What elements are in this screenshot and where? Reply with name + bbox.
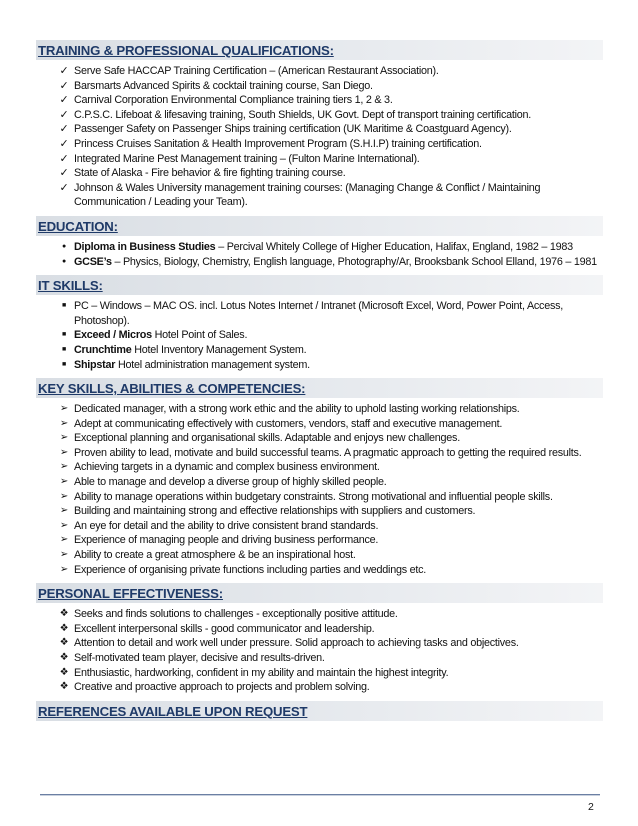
arrow-bullet-icon — [58, 563, 70, 578]
square-bullet-icon — [58, 328, 70, 344]
diamond-bullet-icon — [58, 622, 70, 637]
training-heading: TRAINING & PROFESSIONAL QUALIFICATIONS: — [36, 40, 603, 60]
training-section — [36, 40, 603, 210]
list-item — [36, 475, 603, 490]
list-item — [36, 93, 603, 108]
education-list — [36, 240, 603, 269]
list-item — [36, 622, 603, 637]
personal-section — [36, 583, 603, 695]
list-item — [36, 651, 603, 666]
list-item-text: Creative and proactive approach to projects and problem solving. — [74, 681, 370, 694]
list-item — [36, 431, 603, 446]
checkmark-icon — [58, 166, 70, 182]
list-item-text: Experience of organising private functions including parties and weddings etc. — [74, 563, 427, 576]
list-item — [36, 328, 603, 343]
list-item-text: State of Alaska - Fire behavior & fire fighting training course. — [74, 167, 346, 180]
personal-heading: PERSONAL EFFECTIVENESS: — [36, 583, 603, 603]
arrow-bullet-icon — [58, 504, 70, 519]
arrow-bullet-icon — [58, 519, 70, 534]
training-list — [36, 64, 603, 210]
list-item — [36, 607, 603, 622]
square-bullet-icon — [58, 299, 70, 315]
list-item-text: Building and maintaining strong and effective relationships with suppliers and customers. — [74, 505, 476, 518]
list-item-text: Enthusiastic, hardworking, confident in my ability and maintain the highest integrity. — [74, 666, 449, 679]
diamond-bullet-icon — [58, 666, 70, 681]
list-item — [36, 122, 603, 137]
list-item-text: Ability to manage operations within budgetary constraints. Strong motivational and influential people skills. — [74, 490, 553, 503]
arrow-bullet-icon — [58, 417, 70, 432]
list-item — [36, 548, 603, 563]
it-skills-list — [36, 299, 603, 372]
list-item — [36, 417, 603, 432]
key-skills-list — [36, 402, 603, 577]
checkmark-icon — [58, 137, 70, 153]
diamond-bullet-icon — [58, 636, 70, 651]
resume-page — [36, 40, 603, 727]
list-item-text: Exceptional planning and organisational skills. Adaptable and enjoys new challenges. — [74, 432, 460, 445]
list-item — [36, 108, 603, 123]
list-item-text: Able to manage and develop a diverse group of highly skilled people. — [74, 476, 387, 489]
list-item — [36, 255, 603, 270]
list-item — [36, 79, 603, 94]
list-item — [36, 533, 603, 548]
list-item-text: Hotel administration management system. — [115, 358, 310, 371]
list-item — [36, 137, 603, 152]
diamond-bullet-icon — [58, 607, 70, 622]
list-item — [36, 181, 603, 210]
education-section — [36, 216, 603, 269]
list-item-text: – Percival Whitely College of Higher Education, Halifax, England, 1982 – 1983 — [215, 240, 573, 253]
arrow-bullet-icon — [58, 446, 70, 461]
list-item — [36, 358, 603, 373]
list-item — [36, 460, 603, 475]
checkmark-icon — [58, 108, 70, 124]
list-item-bold: Diploma in Business Studies — [74, 240, 216, 253]
checkmark-icon — [58, 93, 70, 109]
list-item — [36, 343, 603, 358]
diamond-bullet-icon — [58, 651, 70, 666]
education-heading: EDUCATION: — [36, 216, 603, 236]
checkmark-icon — [58, 64, 70, 80]
list-item — [36, 490, 603, 505]
list-item-text: Princess Cruises Sanitation & Health Improvement Program (S.H.I.P) training certification. — [74, 137, 482, 150]
checkmark-icon — [58, 152, 70, 168]
list-item-text: Achieving targets in a dynamic and complex business environment. — [74, 461, 380, 474]
checkmark-icon — [58, 181, 70, 197]
arrow-bullet-icon — [58, 490, 70, 505]
list-item-text: An eye for detail and the ability to drive consistent brand standards. — [74, 519, 379, 532]
list-item — [36, 64, 603, 79]
list-item — [36, 402, 603, 417]
it-skills-heading: IT SKILLS: — [36, 275, 603, 295]
list-item — [36, 152, 603, 167]
list-item-bold: Crunchtime — [74, 343, 132, 356]
list-item-text: Adept at communicating effectively with customers, vendors, staff and executive management. — [74, 417, 503, 430]
list-item — [36, 504, 603, 519]
list-item-text: Attention to detail and work well under pressure. Solid approach to achieving tasks and objectives. — [74, 637, 519, 650]
footer-rule — [40, 794, 600, 795]
square-bullet-icon — [58, 343, 70, 359]
list-item-text: PC – Windows – MAC OS. incl. Lotus Notes Internet / Intranet (Microsoft Excel, Word, Power Point, Access, Photoshop). — [74, 300, 563, 327]
list-item — [36, 446, 603, 461]
list-item-text: Johnson & Wales University management training courses: (Managing Change & Conflict / Maintaining Communication / Leading your Team). — [74, 181, 541, 209]
references-section — [36, 701, 603, 721]
list-item-text: Carnival Corporation Environmental Compliance training tiers 1, 2 & 3. — [74, 94, 393, 107]
list-item-text: Proven ability to lead, motivate and build successful teams. A pragmatic approach to getting the required results. — [74, 446, 582, 459]
list-item-text: Serve Safe HACCAP Training Certification – (American Restaurant Association). — [74, 65, 439, 77]
list-item — [36, 563, 603, 578]
list-item-bold: GCSE’s — [74, 255, 112, 268]
key-skills-section — [36, 378, 603, 577]
key-skills-heading: KEY SKILLS, ABILITIES & COMPETENCIES: — [36, 378, 603, 398]
list-item — [36, 636, 603, 651]
checkmark-icon — [58, 79, 70, 95]
list-item-text: Hotel Inventory Management System. — [131, 343, 307, 356]
arrow-bullet-icon — [58, 460, 70, 475]
list-item-text: Seeks and finds solutions to challenges - exceptionally positive attitude. — [74, 608, 398, 621]
bullet-icon — [58, 255, 70, 271]
arrow-bullet-icon — [58, 533, 70, 548]
list-item-text: Self-motivated team player, decisive and results-driven. — [74, 652, 325, 664]
page-number: 2 — [588, 801, 594, 813]
bullet-icon — [58, 240, 70, 256]
it-skills-section — [36, 275, 603, 372]
list-item-text: Passenger Safety on Passenger Ships training certification (UK Maritime & Coastguard Agency). — [74, 123, 512, 136]
arrow-bullet-icon — [58, 548, 70, 563]
list-item-text: Ability to create a great atmosphere & be an inspirational host. — [74, 549, 356, 562]
square-bullet-icon — [58, 358, 70, 374]
list-item — [36, 519, 603, 534]
list-item-text: Integrated Marine Pest Management training – (Fulton Marine International). — [74, 152, 420, 165]
diamond-bullet-icon — [58, 680, 70, 695]
references-heading: REFERENCES AVAILABLE UPON REQUEST — [36, 701, 603, 721]
list-item-bold: Shipstar — [74, 358, 116, 371]
list-item — [36, 666, 603, 681]
list-item-text: Hotel Point of Sales. — [151, 329, 248, 342]
list-item — [36, 680, 603, 695]
personal-list — [36, 607, 603, 695]
list-item-text: – Physics, Biology, Chemistry, English language, Photography/Ar, Brooksbank School Elland, 1976 – 1981 — [111, 255, 597, 268]
arrow-bullet-icon — [58, 475, 70, 490]
list-item — [36, 166, 603, 181]
list-item — [36, 299, 603, 328]
list-item-bold: Exceed / Micros — [74, 329, 152, 342]
list-item-text: Experience of managing people and driving business performance. — [74, 534, 379, 547]
arrow-bullet-icon — [58, 431, 70, 446]
list-item-text: Excellent interpersonal skills - good communicator and leadership. — [74, 622, 375, 635]
list-item-text: Dedicated manager, with a strong work ethic and the ability to uphold lasting working relationships. — [74, 403, 520, 416]
list-item-text: Barsmarts Advanced Spirits & cocktail training course, San Diego. — [74, 79, 373, 92]
list-item — [36, 240, 603, 255]
arrow-bullet-icon — [58, 402, 70, 417]
list-item-text: C.P.S.C. Lifeboat & lifesaving training, South Shields, UK Govt. Dept of transport training certification. — [74, 108, 532, 121]
checkmark-icon — [58, 122, 70, 138]
